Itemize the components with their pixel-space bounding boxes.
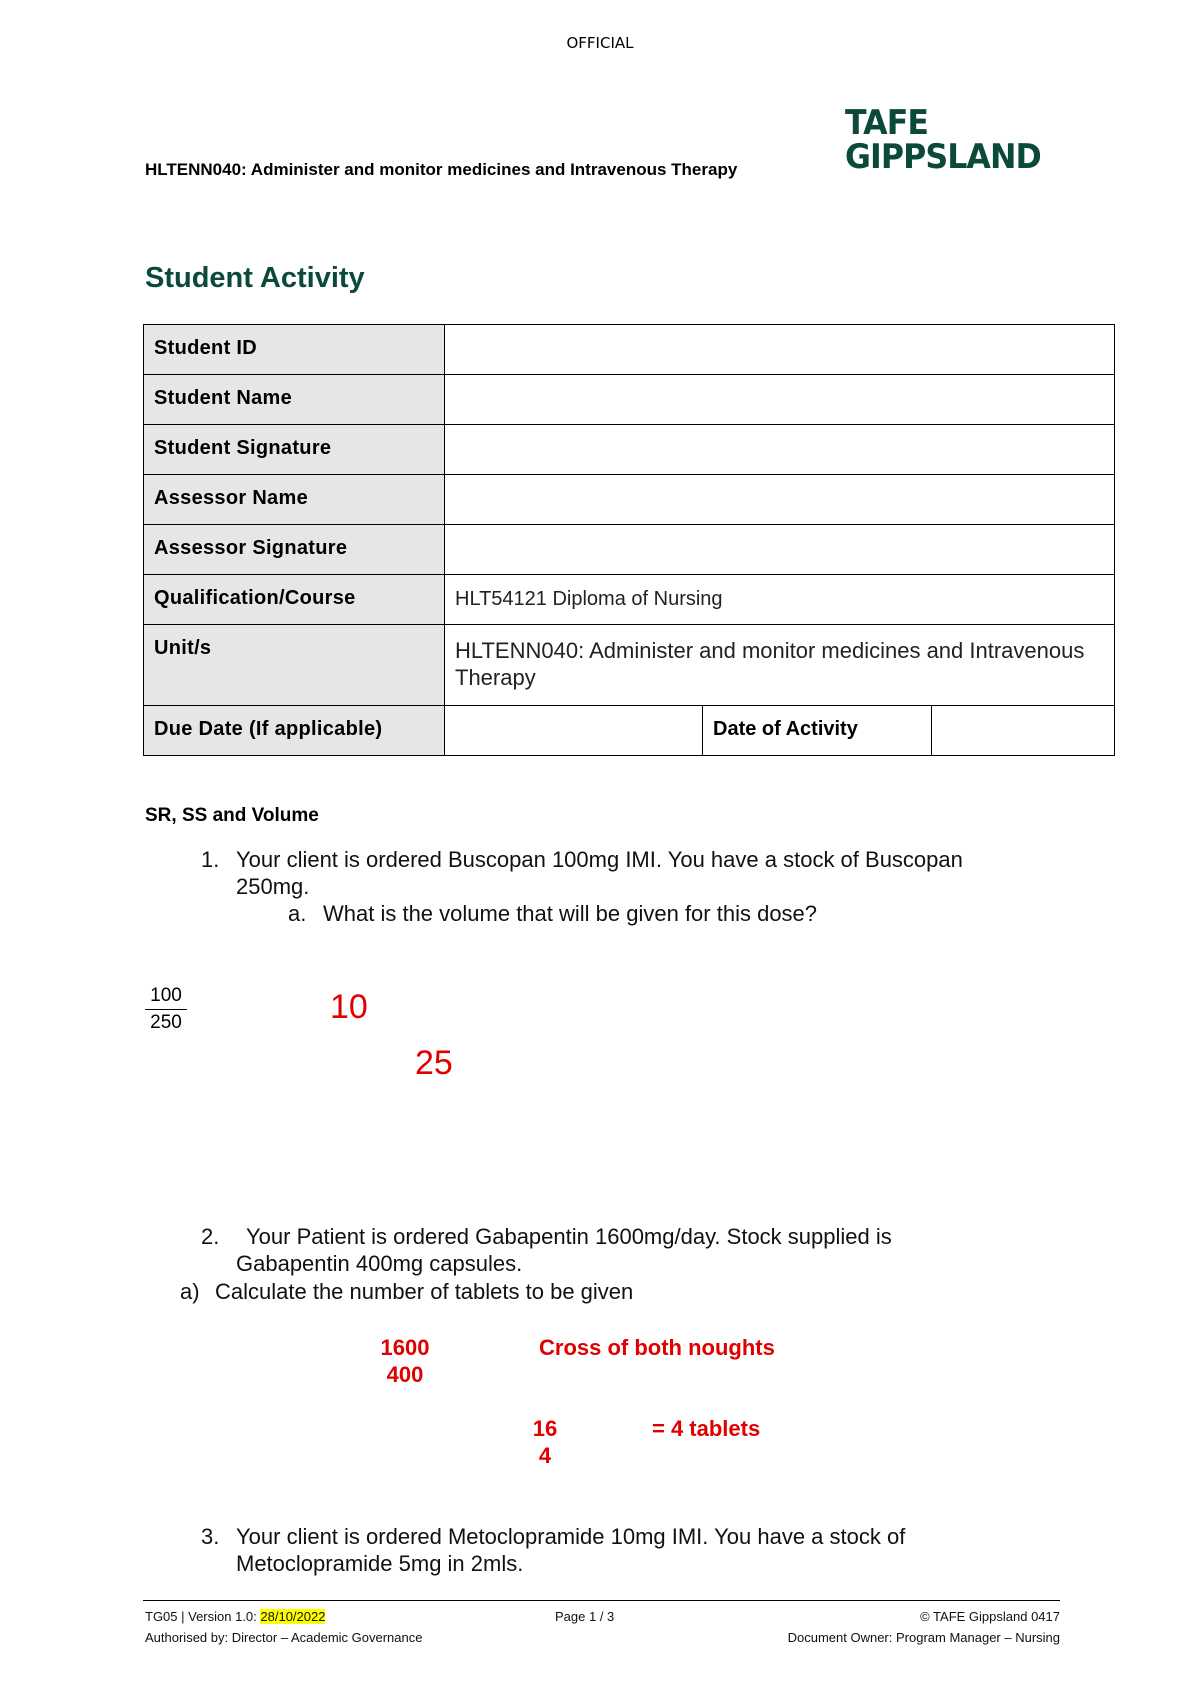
unit-header: HLTENN040: Administer and monitor medicines and Intravenous Therapy <box>145 160 738 179</box>
student-info-table <box>143 324 1115 756</box>
q2-simplified-numerator: 16 <box>532 1416 558 1441</box>
q2-work-numerator: 1600 <box>380 1335 430 1360</box>
q2a-text: Calculate the number of tablets to be given <box>215 1279 634 1304</box>
q1-fraction <box>145 985 187 1034</box>
q3-line-1: Your client is ordered Metoclopramide 10mg IMI. You have a stock of <box>236 1524 906 1549</box>
logo-line-2: GIPPSLAND <box>845 137 1041 177</box>
q1-line-1: Your client is ordered Buscopan 100mg IMI. You have a stock of Buscopan <box>236 847 963 872</box>
q2-working-note: Cross of both noughts <box>539 1335 775 1360</box>
q1a-text: What is the volume that will be given for this dose? <box>323 901 818 926</box>
field-student-name[interactable] <box>445 375 1115 425</box>
q1-fraction-numerator: 100 <box>150 985 182 1006</box>
q2-work-denominator: 400 <box>386 1362 424 1387</box>
row-assessor-signature <box>144 525 1115 575</box>
q1-answer-top: 10 <box>330 988 368 1026</box>
label-assessor-signature: Assessor Signature <box>144 525 445 575</box>
row-assessor-name <box>144 475 1115 525</box>
tafe-gippsland-logo <box>845 103 1041 177</box>
footer-divider <box>143 1600 1060 1601</box>
q2-line-2: Gabapentin 400mg capsules. <box>236 1251 523 1276</box>
row-units <box>144 625 1115 706</box>
q2-simplified-denominator: 4 <box>538 1443 552 1468</box>
q1-fraction-denominator: 250 <box>150 1012 182 1033</box>
q1-answer-bottom: 25 <box>415 1044 453 1082</box>
q1-number: 1. <box>201 847 220 872</box>
footer-version-label: TG05 | Version 1.0: <box>145 1609 261 1624</box>
q2-result: = 4 tablets <box>652 1416 761 1441</box>
q2-line-1: Your Patient is ordered Gabapentin 1600mg/day. Stock supplied is <box>246 1224 892 1249</box>
field-date-of-activity[interactable] <box>932 706 1115 756</box>
page-title: Student Activity <box>145 262 365 294</box>
label-student-signature: Student Signature <box>144 425 445 475</box>
row-student-signature <box>144 425 1115 475</box>
q2a-marker: a) <box>180 1279 200 1304</box>
label-student-id: Student ID <box>144 325 445 375</box>
section-title: SR, SS and Volume <box>145 805 319 826</box>
footer-copyright: © TAFE Gippsland 0417 <box>920 1609 1060 1624</box>
field-units[interactable]: HLTENN040: Administer and monitor medicines and Intravenous Therapy <box>445 625 1115 706</box>
q3-text <box>236 1523 905 1577</box>
fraction-bar <box>145 1009 187 1010</box>
q1a-marker: a. <box>288 901 307 926</box>
logo-line-1: TAFE <box>845 103 929 143</box>
classification-label: OFFICIAL <box>566 34 634 52</box>
label-student-name: Student Name <box>144 375 445 425</box>
field-student-signature[interactable] <box>445 425 1115 475</box>
field-qualification[interactable]: HLT54121 Diploma of Nursing <box>445 575 1115 625</box>
q3-line-2: Metoclopramide 5mg in 2mls. <box>236 1551 524 1576</box>
q1-line-2: 250mg. <box>236 874 310 899</box>
footer-authorised: Authorised by: Director – Academic Governance <box>145 1630 423 1645</box>
q2-text <box>236 1223 892 1277</box>
label-due-date: Due Date (If applicable) <box>144 706 445 756</box>
footer-document-owner: Document Owner: Program Manager – Nursing <box>787 1630 1060 1645</box>
row-student-name <box>144 375 1115 425</box>
label-units: Unit/s <box>144 625 445 706</box>
row-qualification <box>144 575 1115 625</box>
q2-number: 2. <box>201 1224 220 1249</box>
field-assessor-signature[interactable] <box>445 525 1115 575</box>
footer-version <box>145 1609 325 1624</box>
label-date-of-activity: Date of Activity <box>703 706 932 756</box>
field-student-id[interactable] <box>445 325 1115 375</box>
row-student-id <box>144 325 1115 375</box>
row-dates <box>144 706 1115 756</box>
label-assessor-name: Assessor Name <box>144 475 445 525</box>
field-assessor-name[interactable] <box>445 475 1115 525</box>
q3-number: 3. <box>201 1524 220 1549</box>
label-qualification: Qualification/Course <box>144 575 445 625</box>
footer-page-number: Page 1 / 3 <box>555 1609 615 1624</box>
footer-version-date: 28/10/2022 <box>260 1609 326 1624</box>
q1-text <box>236 846 963 900</box>
field-due-date[interactable] <box>445 706 703 756</box>
